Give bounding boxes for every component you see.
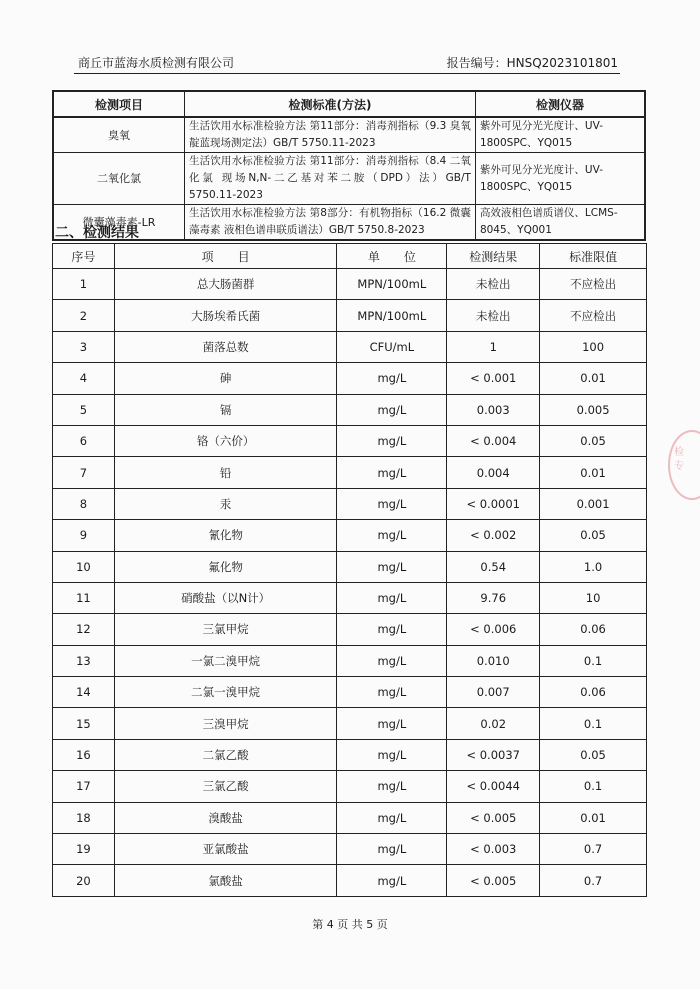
cell-no: 18 — [53, 802, 115, 833]
cell-limit: 0.01 — [540, 363, 647, 394]
table-row — [53, 834, 647, 865]
cell-item: 镉 — [114, 394, 337, 425]
cell-limit: 0.06 — [540, 614, 647, 645]
cell-limit: 0.05 — [540, 739, 647, 770]
cell-no: 12 — [53, 614, 115, 645]
cell-no: 16 — [53, 739, 115, 770]
cell-limit: 0.05 — [540, 520, 647, 551]
cell-unit: mg/L — [337, 771, 447, 802]
cell-item: 二氯乙酸 — [114, 739, 337, 770]
cell-item: 汞 — [114, 488, 337, 519]
cell-unit: MPN/100mL — [337, 269, 447, 300]
methods-header-standard: 检测标准(方法) — [184, 91, 475, 117]
cell-no: 10 — [53, 551, 115, 582]
page-footer: 第 4 页 共 5 页 — [312, 918, 388, 931]
cell-no: 1 — [53, 269, 115, 300]
cell-item: 三氯甲烷 — [114, 614, 337, 645]
cell-limit: 0.001 — [540, 488, 647, 519]
cell-item: 铅 — [114, 457, 337, 488]
table-row — [53, 269, 647, 300]
cell-item: 硝酸盐（以N计） — [114, 582, 337, 613]
table-row — [53, 739, 647, 770]
method-item: 微囊藻毒素-LR — [53, 205, 184, 241]
cell-result: 0.003 — [447, 394, 540, 425]
header-item: 项 目 — [114, 244, 337, 269]
cell-limit: 0.01 — [540, 802, 647, 833]
cell-result: 0.010 — [447, 645, 540, 676]
cell-item: 三溴甲烷 — [114, 708, 337, 739]
cell-no: 11 — [53, 582, 115, 613]
header-limit: 标准限值 — [540, 244, 647, 269]
method-standard: 生活饮用水标准检验方法 第11部分：消毒剂指标（8.4 二氧化氯 现场N,N-二乙基对苯二胺（DPD）法）GB/T 5750.11-2023 — [184, 153, 475, 205]
cell-result: < 0.006 — [447, 614, 540, 645]
methods-row — [53, 205, 645, 241]
cell-limit: 0.05 — [540, 425, 647, 456]
table-row — [53, 865, 647, 896]
methods-row — [53, 117, 645, 153]
cell-limit: 10 — [540, 582, 647, 613]
header-no: 序号 — [53, 244, 115, 269]
cell-result: 0.004 — [447, 457, 540, 488]
method-instrument: 紫外可见分光光度计、UV-1800SPC、YQ015 — [475, 153, 645, 205]
cell-unit: CFU/mL — [337, 331, 447, 362]
cell-limit: 100 — [540, 331, 647, 362]
cell-item: 氯酸盐 — [114, 865, 337, 896]
cell-item: 一氯二溴甲烷 — [114, 645, 337, 676]
table-row — [53, 300, 647, 331]
table-row — [53, 363, 647, 394]
cell-result: 0.007 — [447, 677, 540, 708]
table-row — [53, 394, 647, 425]
cell-no: 5 — [53, 394, 115, 425]
cell-no: 3 — [53, 331, 115, 362]
cell-no: 7 — [53, 457, 115, 488]
table-row — [53, 331, 647, 362]
cell-result: < 0.001 — [447, 363, 540, 394]
table-row — [53, 520, 647, 551]
header-result: 检测结果 — [447, 244, 540, 269]
methods-header-row — [53, 91, 645, 117]
method-item: 臭氧 — [53, 117, 184, 153]
cell-limit: 不应检出 — [540, 300, 647, 331]
cell-unit: mg/L — [337, 363, 447, 394]
method-standard: 生活饮用水标准检验方法 第11部分：消毒剂指标（9.3 臭氧 靛蓝现场测定法）GB/T 5750.11-2023 — [184, 117, 475, 153]
cell-result: < 0.0044 — [447, 771, 540, 802]
cell-limit: 0.005 — [540, 394, 647, 425]
cell-item: 亚氯酸盐 — [114, 834, 337, 865]
cell-no: 15 — [53, 708, 115, 739]
table-row — [53, 425, 647, 456]
cell-limit: 0.7 — [540, 865, 647, 896]
cell-limit: 0.7 — [540, 834, 647, 865]
cell-result: < 0.003 — [447, 834, 540, 865]
cell-result: 未检出 — [447, 269, 540, 300]
table-row — [53, 802, 647, 833]
cell-result: 0.02 — [447, 708, 540, 739]
cell-item: 菌落总数 — [114, 331, 337, 362]
methods-row — [53, 153, 645, 205]
report-number: 报告编号：HNSQ2023101801 — [446, 56, 618, 70]
cell-item: 二氯一溴甲烷 — [114, 677, 337, 708]
method-item: 二氧化氯 — [53, 153, 184, 205]
cell-limit: 1.0 — [540, 551, 647, 582]
cell-unit: mg/L — [337, 645, 447, 676]
cell-unit: mg/L — [337, 677, 447, 708]
header-unit: 单 位 — [337, 244, 447, 269]
cell-no: 8 — [53, 488, 115, 519]
cell-result: < 0.002 — [447, 520, 540, 551]
table-row — [53, 551, 647, 582]
cell-unit: mg/L — [337, 739, 447, 770]
cell-no: 19 — [53, 834, 115, 865]
methods-header-instrument: 检测仪器 — [475, 91, 645, 117]
table-row — [53, 457, 647, 488]
cell-result: < 0.005 — [447, 865, 540, 896]
cell-item: 铬（六价） — [114, 425, 337, 456]
cell-unit: MPN/100mL — [337, 300, 447, 331]
table-row — [53, 488, 647, 519]
cell-no: 20 — [53, 865, 115, 896]
cell-no: 6 — [53, 425, 115, 456]
method-instrument: 高效液相色谱质谱仪、LCMS-8045、YQ001 — [475, 205, 645, 241]
cell-unit: mg/L — [337, 834, 447, 865]
cell-unit: mg/L — [337, 425, 447, 456]
cell-result: 9.76 — [447, 582, 540, 613]
cell-result: < 0.004 — [447, 425, 540, 456]
method-standard: 生活饮用水标准检验方法 第8部分：有机物指标（16.2 微囊藻毒素 液相色谱串联质谱法）GB/T 5750.8-2023 — [184, 205, 475, 241]
cell-unit: mg/L — [337, 394, 447, 425]
cell-no: 9 — [53, 520, 115, 551]
cell-no: 4 — [53, 363, 115, 394]
methods-table — [52, 90, 646, 241]
cell-unit: mg/L — [337, 551, 447, 582]
cell-no: 17 — [53, 771, 115, 802]
results-header-row — [53, 244, 647, 269]
cell-unit: mg/L — [337, 708, 447, 739]
table-row — [53, 771, 647, 802]
cell-limit: 0.1 — [540, 771, 647, 802]
cell-result: < 0.005 — [447, 802, 540, 833]
cell-result: 未检出 — [447, 300, 540, 331]
cell-unit: mg/L — [337, 520, 447, 551]
cell-limit: 0.01 — [540, 457, 647, 488]
cell-unit: mg/L — [337, 802, 447, 833]
table-row — [53, 582, 647, 613]
page-header — [74, 51, 620, 74]
cell-limit: 0.06 — [540, 677, 647, 708]
cell-unit: mg/L — [337, 865, 447, 896]
company-name: 商丘市蓝海水质检测有限公司 — [78, 56, 235, 70]
table-row — [53, 708, 647, 739]
cell-unit: mg/L — [337, 457, 447, 488]
cell-limit: 0.1 — [540, 645, 647, 676]
methods-header-item: 检测项目 — [53, 91, 184, 117]
cell-item: 大肠埃希氏菌 — [114, 300, 337, 331]
method-instrument: 紫外可见分光光度计、UV-1800SPC、YQ015 — [475, 117, 645, 153]
cell-item: 总大肠菌群 — [114, 269, 337, 300]
cell-unit: mg/L — [337, 582, 447, 613]
red-seal-stamp: 检 专 — [668, 430, 700, 500]
cell-no: 14 — [53, 677, 115, 708]
cell-unit: mg/L — [337, 614, 447, 645]
section-title: 二、检测结果 — [55, 225, 139, 241]
cell-result: 1 — [447, 331, 540, 362]
cell-limit: 0.1 — [540, 708, 647, 739]
cell-result: < 0.0001 — [447, 488, 540, 519]
cell-item: 三氯乙酸 — [114, 771, 337, 802]
cell-result: < 0.0037 — [447, 739, 540, 770]
cell-item: 氰化物 — [114, 520, 337, 551]
table-row — [53, 677, 647, 708]
results-table — [52, 243, 647, 897]
table-row — [53, 614, 647, 645]
cell-no: 2 — [53, 300, 115, 331]
cell-unit: mg/L — [337, 488, 447, 519]
cell-item: 砷 — [114, 363, 337, 394]
cell-item: 溴酸盐 — [114, 802, 337, 833]
cell-limit: 不应检出 — [540, 269, 647, 300]
cell-result: 0.54 — [447, 551, 540, 582]
cell-no: 13 — [53, 645, 115, 676]
cell-item: 氟化物 — [114, 551, 337, 582]
table-row — [53, 645, 647, 676]
